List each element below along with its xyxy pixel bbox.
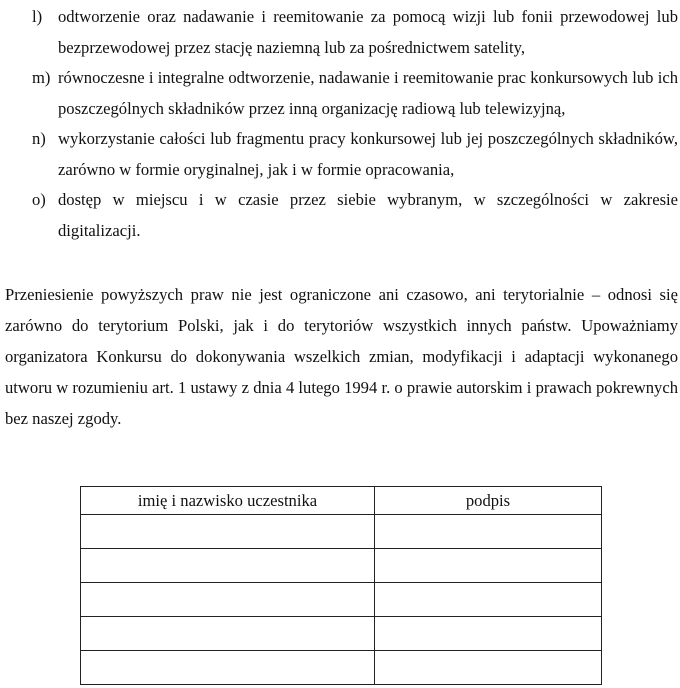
list-item [0,124,680,185]
signature-cell[interactable] [375,549,602,583]
participant-name-cell[interactable] [81,617,375,651]
participant-name-cell[interactable] [81,549,375,583]
table-row [81,651,602,685]
signature-cell[interactable] [375,583,602,617]
participant-name-cell[interactable] [81,651,375,685]
paragraph-line: organizatora Konkursu do dokonywania wszelkich zmian, modyfikacji i adaptacji wykonanego [5,347,678,366]
list-item-marker: n) [32,129,46,148]
paragraph-line: pokrewnych bez naszej zgody. [5,378,678,428]
table-row [81,617,602,651]
list-item-line: digitalizacji. [58,220,141,240]
rights-list [0,2,680,246]
list-item-line: dostęp w miejscu i w czasie przez siebie wybranym, w szczególności w zakresie [58,190,678,209]
list-item [0,2,680,63]
table-row [81,583,602,617]
signature-cell[interactable] [375,651,602,685]
list-item-line: równoczesne i integralne odtworzenie, nadawanie i reemitowanie prac konkursowych [58,68,628,87]
list-item-line: składników, zarówno w formie oryginalnej, jak i w formie opracowania, [58,129,678,179]
table-row [81,515,602,549]
list-item-line: odtworzenie oraz nadawanie i reemitowanie za pomocą wizji lub fonii przewodowej lub [58,7,678,26]
rights-transfer-paragraph [5,279,678,434]
list-item-text [58,63,678,124]
list-item [0,63,680,124]
list-item-line: lub ich poszczególnych składników przez inną organizację radiową lub telewizyjną, [58,68,678,118]
paragraph-line: zarówno do terytorium Polski, jak i do terytoriów wszystkich innych państw. Upoważniamy [5,316,678,335]
paragraph-line: utworu w rozumieniu art. 1 ustawy z dnia 4 lutego 1994 r. o prawie autorskim i prawach [5,378,592,397]
paragraph-line: Przeniesienie powyższych praw nie jest ograniczone ani czasowo, ani terytorialnie – odnosi się [5,285,678,304]
signature-cell[interactable] [375,617,602,651]
table-header-row [81,487,602,515]
list-item-text [58,185,678,246]
participant-name-cell[interactable] [81,583,375,617]
list-item-marker: m) [32,68,51,87]
participant-name-cell[interactable] [81,515,375,549]
list-item-text [58,124,678,185]
header-signature: podpis [375,487,602,515]
list-item-line: bezprzewodowej przez stację naziemną lub za pośrednictwem satelity, [58,37,526,57]
list-item-text [58,2,678,63]
list-item-line: wykorzystanie całości lub fragmentu pracy konkursowej lub jej poszczególnych [58,129,594,148]
list-item-marker: o) [32,190,46,209]
signature-cell[interactable] [375,515,602,549]
table-row [81,549,602,583]
list-item-marker: l) [32,7,43,26]
signature-table [80,486,602,685]
list-item [0,185,680,246]
header-participant-name: imię i nazwisko uczestnika [81,487,375,515]
